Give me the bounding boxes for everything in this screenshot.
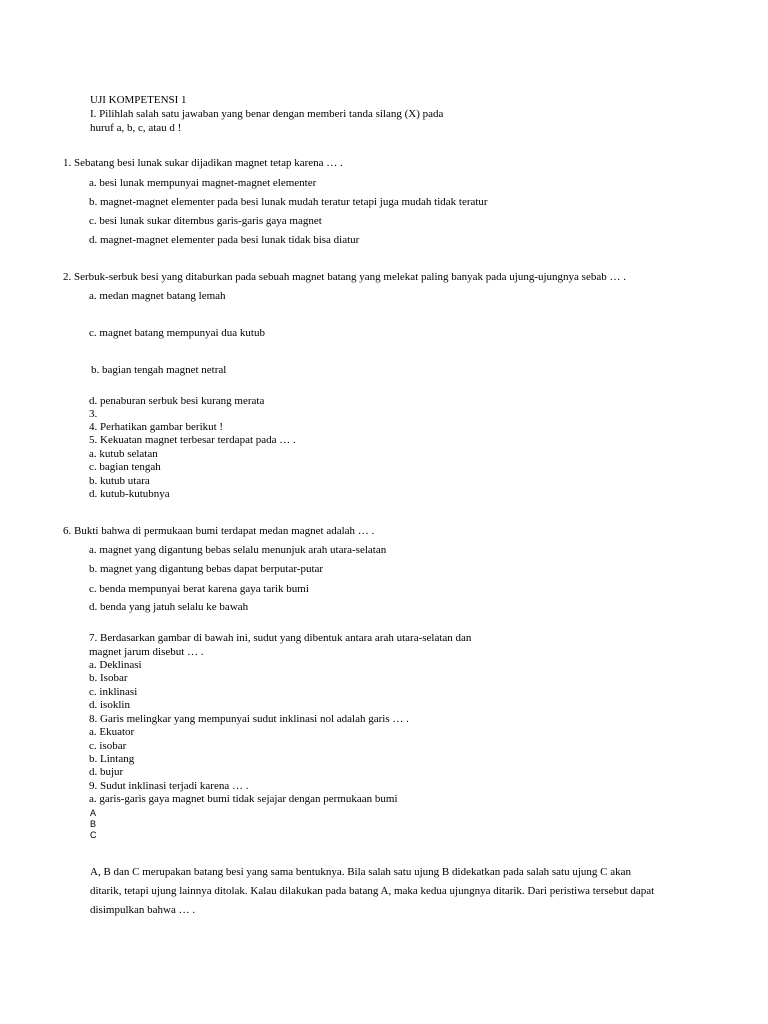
question-3: 3. xyxy=(89,408,98,420)
question-6-option-c: c. benda mempunyai berat karena gaya tarik bumi xyxy=(89,583,309,595)
question-2-option-d: d. penaburan serbuk besi kurang merata xyxy=(89,395,265,407)
question-7-option-a: a. Deklinasi xyxy=(89,659,142,671)
question-6-option-b: b. magnet yang digantung bebas dapat berputar-putar xyxy=(89,563,324,575)
instruction-line-1: I. Pilihlah salah satu jawaban yang benar dengan memberi tanda silang (X) pada xyxy=(90,108,444,120)
question-2: 2. Serbuk-serbuk besi yang ditaburkan pada sebuah magnet batang yang melekat paling banyak pada ujung-ujungnya sebab … . xyxy=(63,271,626,283)
question-4: 4. Perhatikan gambar berikut ! xyxy=(89,421,224,433)
question-7-option-b: b. Isobar xyxy=(89,672,128,684)
question-5-option-b: b. kutub utara xyxy=(89,475,150,487)
question-8-option-a: a. Ekuator xyxy=(89,726,135,738)
question-8-option-c: c. isobar xyxy=(89,740,127,752)
question-7-option-d: d. isoklin xyxy=(89,699,130,711)
label-a: A xyxy=(90,808,97,818)
label-b: B xyxy=(90,819,97,829)
question-8-option-b: b. Lintang xyxy=(89,753,135,765)
question-1-option-b: b. magnet-magnet elementer pada besi lunak mudah teratur tetapi juga mudah tidak teratur xyxy=(89,196,488,208)
document-title: UJI KOMPETENSI 1 xyxy=(90,94,187,106)
label-c: C xyxy=(90,830,97,840)
question-6-option-a: a. magnet yang digantung bebas selalu menunjuk arah utara-selatan xyxy=(89,544,387,556)
question-2-option-b: b. bagian tengah magnet netral xyxy=(91,364,227,376)
question-2-option-a: a. medan magnet batang lemah xyxy=(89,290,226,302)
question-10-line-3: disimpulkan bahwa … . xyxy=(90,904,196,916)
question-1: 1. Sebatang besi lunak sukar dijadikan magnet tetap karena … . xyxy=(63,157,343,169)
question-1-option-d: d. magnet-magnet elementer pada besi lunak tidak bisa diatur xyxy=(89,234,360,246)
question-7-continued: magnet jarum disebut … . xyxy=(89,646,204,658)
question-9-option-a: a. garis-garis gaya magnet bumi tidak sejajar dengan permukaan bumi xyxy=(89,793,398,805)
instruction-line-2: huruf a, b, c, atau d ! xyxy=(90,122,182,134)
question-7: 7. Berdasarkan gambar di bawah ini, sudut yang dibentuk antara arah utara-selatan dan xyxy=(89,632,472,644)
question-10-line-2: ditarik, tetapi ujung lainnya ditolak. Kalau dilakukan pada batang A, maka kedua ujungnya ditarik. Dari peristiwa tersebut dapat xyxy=(90,885,655,897)
question-5-option-a: a. kutub selatan xyxy=(89,448,158,460)
question-10-line-1: A, B dan C merupakan batang besi yang sama bentuknya. Bila salah satu ujung B didekatkan pada salah satu ujung C akan xyxy=(90,866,632,878)
question-8-option-d: d. bujur xyxy=(89,766,124,778)
question-1-option-a: a. besi lunak mempunyai magnet-magnet elementer xyxy=(89,177,317,189)
question-5: 5. Kekuatan magnet terbesar terdapat pada … . xyxy=(89,434,296,446)
question-2-option-c: c. magnet batang mempunyai dua kutub xyxy=(89,327,265,339)
question-9: 9. Sudut inklinasi terjadi karena … . xyxy=(89,780,249,792)
question-7-option-c: c. inklinasi xyxy=(89,686,138,698)
question-5-option-d: d. kutub-kutubnya xyxy=(89,488,170,500)
question-1-option-c: c. besi lunak sukar ditembus garis-garis gaya magnet xyxy=(89,215,322,227)
question-6-option-d: d. benda yang jatuh selalu ke bawah xyxy=(89,601,249,613)
question-6: 6. Bukti bahwa di permukaan bumi terdapat medan magnet adalah … . xyxy=(63,525,375,537)
question-5-option-c: c. bagian tengah xyxy=(89,461,161,473)
question-8: 8. Garis melingkar yang mempunyai sudut inklinasi nol adalah garis … . xyxy=(89,713,409,725)
